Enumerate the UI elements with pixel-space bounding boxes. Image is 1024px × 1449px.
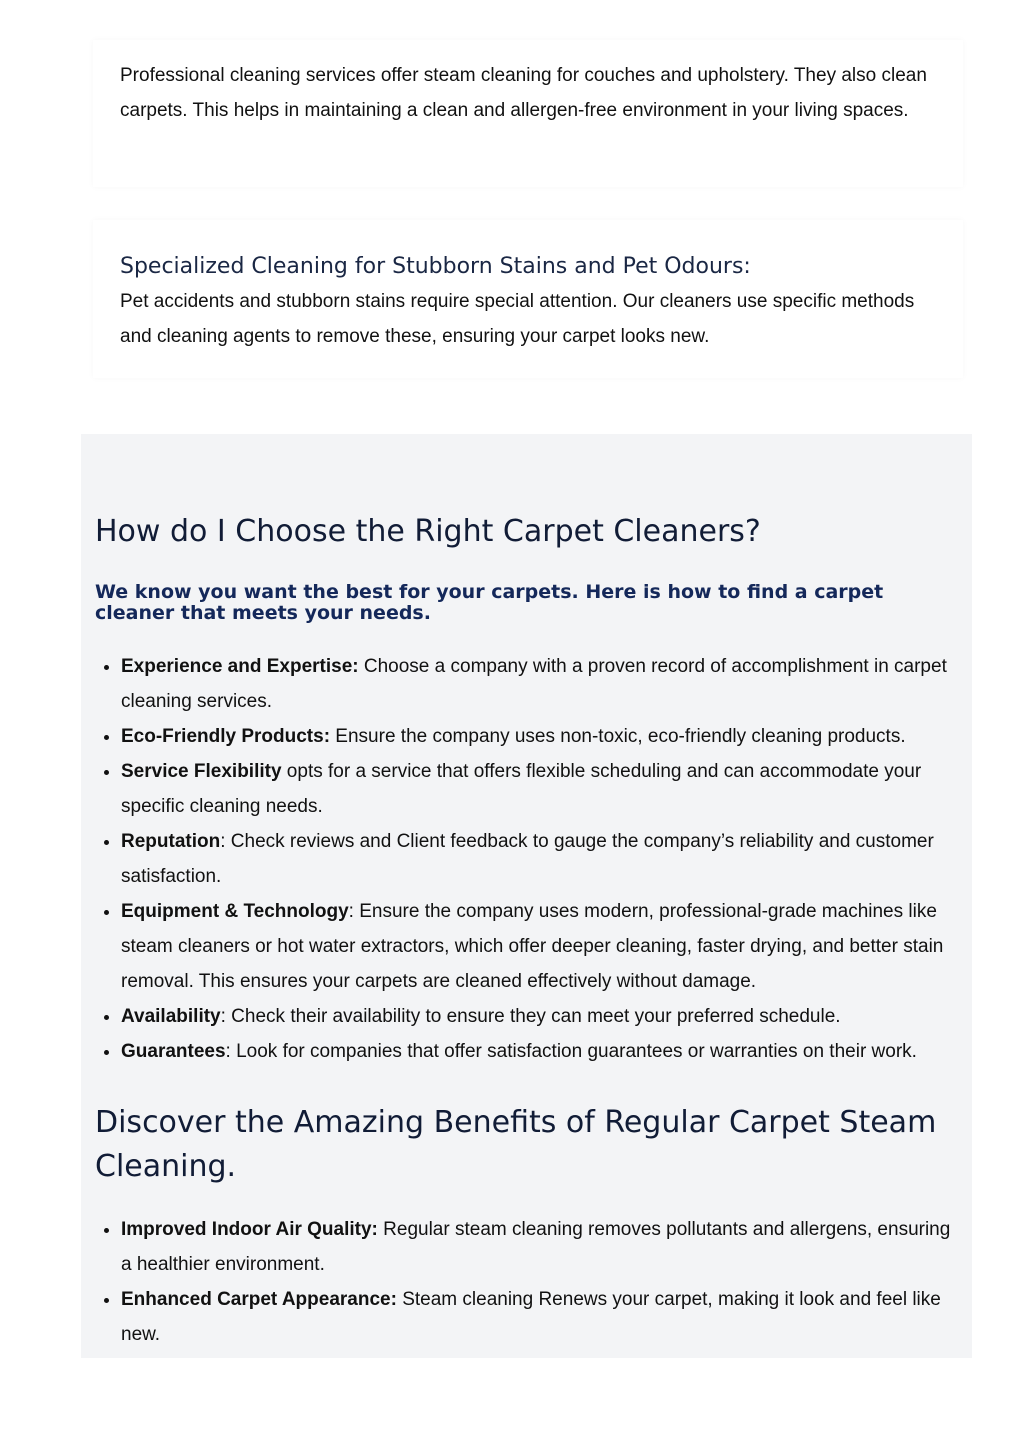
item-label: Service Flexibility xyxy=(121,761,282,782)
list-item xyxy=(121,894,958,999)
item-label: Equipment & Technology xyxy=(121,901,349,922)
item-text: Choose a company with a proven record of accomplishment in carpet cleaning services. xyxy=(121,656,947,712)
item-text: : Look for companies that offer satisfaction guarantees or warranties on their work. xyxy=(225,1041,917,1062)
list-item xyxy=(121,649,958,719)
item-text: opts for a service that offers flexible scheduling and can accommodate your specific cleaning needs. xyxy=(121,761,922,817)
item-text: Steam cleaning Renews your carpet, making it look and feel like new. xyxy=(121,1289,941,1345)
list-item xyxy=(121,1034,958,1069)
item-label: Experience and Expertise: xyxy=(121,656,359,677)
item-label: Reputation xyxy=(121,831,221,852)
item-text: Regular steam cleaning removes pollutants and allergens, ensuring a healthier environment. xyxy=(121,1219,951,1275)
item-text: Ensure the company uses non-toxic, eco-friendly cleaning products. xyxy=(330,726,906,747)
list-item xyxy=(121,719,958,754)
list-item xyxy=(121,1282,958,1352)
item-label: Enhanced Carpet Appearance: xyxy=(121,1289,397,1310)
list-item xyxy=(121,754,958,824)
item-text: : Check their availability to ensure they can meet your preferred schedule. xyxy=(220,1006,841,1027)
benefits-list xyxy=(95,1212,958,1352)
item-text: : Check reviews and Client feedback to gauge the company’s reliability and customer satisfaction. xyxy=(121,831,934,887)
upholstery-text: Professional cleaning services offer steam cleaning for couches and upholstery. They also clean carpets. This helps in maintaining a clean and allergen-free environment in your living spaces. xyxy=(120,65,927,121)
section-subtitle: We know you want the best for your carpets. Here is how to find a carpet cleaner that meets your needs. xyxy=(95,581,884,624)
stains-card xyxy=(93,220,963,378)
section-title: How do I Choose the Right Carpet Cleaners? xyxy=(95,514,761,549)
item-label: Eco-Friendly Products: xyxy=(121,726,331,747)
stains-heading: Specialized Cleaning for Stubborn Stains and Pet Odours: xyxy=(120,254,751,279)
criteria-list xyxy=(95,649,958,1069)
choose-cleaners-section xyxy=(81,434,972,1358)
list-item xyxy=(121,1212,958,1282)
upholstery-card xyxy=(93,40,963,187)
item-text: : Ensure the company uses modern, professional-grade machines like steam cleaners or hot water extractors, which offer deeper cleaning, faster drying, and better stain removal. This ensures your carpets are cleaned effectively without damage. xyxy=(121,901,944,992)
benefits-title: Discover the Amazing Benefits of Regular Carpet Steam Cleaning. xyxy=(95,1105,937,1184)
list-item xyxy=(121,824,958,894)
list-item xyxy=(121,999,958,1034)
item-label: Improved Indoor Air Quality: xyxy=(121,1219,378,1240)
stains-text: Pet accidents and stubborn stains require special attention. Our cleaners use specific methods and cleaning agents to remove these, ensuring your carpet looks new. xyxy=(120,291,915,347)
item-label: Availability xyxy=(121,1006,221,1027)
item-label: Guarantees xyxy=(121,1041,226,1062)
